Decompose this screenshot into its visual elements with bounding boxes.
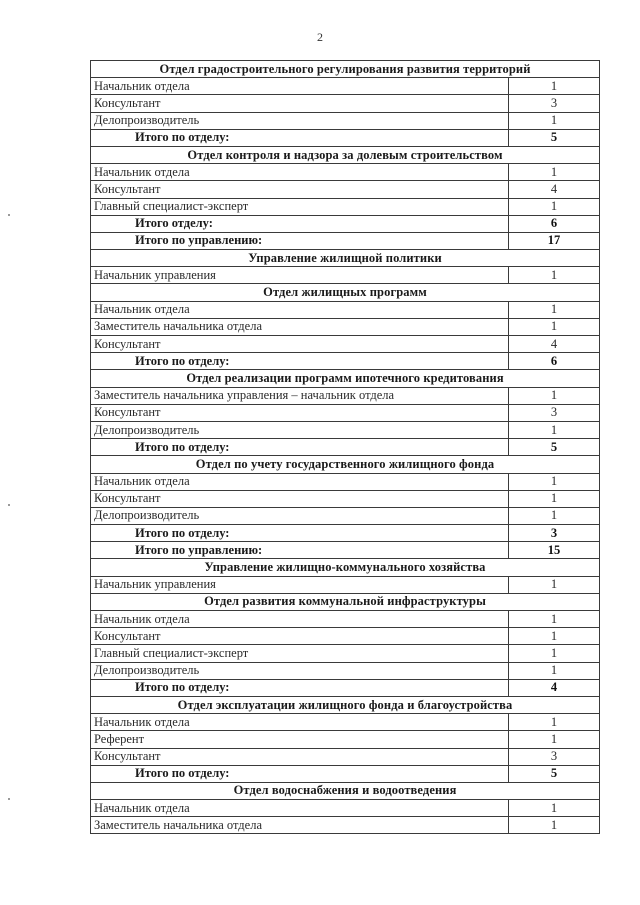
- position-title: Референт: [91, 731, 509, 748]
- position-count: 1: [509, 507, 600, 524]
- position-title: Начальник управления: [91, 576, 509, 593]
- position-title: Заместитель начальника отдела: [91, 318, 509, 335]
- position-count: 1: [509, 112, 600, 129]
- scan-speck: [8, 798, 10, 800]
- total-row: [91, 232, 600, 249]
- total-row: [91, 353, 600, 370]
- section-header-row: [91, 559, 600, 576]
- table-row: [91, 628, 600, 645]
- position-title: Главный специалист-эксперт: [91, 198, 509, 215]
- page-number: 2: [317, 30, 323, 44]
- position-title: Консультант: [91, 95, 509, 112]
- position-count: 1: [509, 78, 600, 95]
- total-count: 17: [509, 232, 600, 249]
- position-count: 1: [509, 267, 600, 284]
- total-label: Итого по отделу:: [91, 525, 509, 542]
- total-label: Итого по управлению:: [91, 542, 509, 559]
- total-count: 5: [509, 765, 600, 782]
- position-count: 1: [509, 198, 600, 215]
- table-row: [91, 404, 600, 421]
- position-title: Делопроизводитель: [91, 662, 509, 679]
- table-row: [91, 112, 600, 129]
- position-count: 1: [509, 473, 600, 490]
- total-row: [91, 439, 600, 456]
- section-title: Отдел жилищных программ: [91, 284, 600, 301]
- position-title: Начальник отдела: [91, 611, 509, 628]
- position-title: Начальник отдела: [91, 800, 509, 817]
- total-row: [91, 129, 600, 146]
- position-title: Заместитель начальника отдела: [91, 817, 509, 834]
- position-title: Консультант: [91, 490, 509, 507]
- table-row: [91, 78, 600, 95]
- position-count: 3: [509, 748, 600, 765]
- section-header-row: [91, 456, 600, 473]
- table-row: [91, 731, 600, 748]
- position-count: 1: [509, 421, 600, 438]
- table-row: [91, 95, 600, 112]
- section-title: Управление жилищной политики: [91, 250, 600, 267]
- table-row: [91, 421, 600, 438]
- position-count: 1: [509, 645, 600, 662]
- table-row: [91, 645, 600, 662]
- total-label: Итого по управлению:: [91, 232, 509, 249]
- position-title: Консультант: [91, 181, 509, 198]
- staffing-table: [90, 60, 600, 834]
- position-title: Начальник отдела: [91, 78, 509, 95]
- total-count: 6: [509, 353, 600, 370]
- position-count: 1: [509, 164, 600, 181]
- table-row: [91, 198, 600, 215]
- position-count: 1: [509, 662, 600, 679]
- position-title: Делопроизводитель: [91, 507, 509, 524]
- table-row: [91, 267, 600, 284]
- table-row: [91, 714, 600, 731]
- table-row: [91, 800, 600, 817]
- position-title: Начальник отдела: [91, 473, 509, 490]
- section-header-row: [91, 696, 600, 713]
- section-header-row: [91, 61, 600, 78]
- position-count: 1: [509, 387, 600, 404]
- position-title: Заместитель начальника управления – начальник отдела: [91, 387, 509, 404]
- scan-speck: [8, 214, 10, 216]
- table-row: [91, 336, 600, 353]
- section-title: Отдел водоснабжения и водоотведения: [91, 782, 600, 799]
- table-row: [91, 507, 600, 524]
- total-row: [91, 679, 600, 696]
- position-count: 4: [509, 181, 600, 198]
- position-count: 1: [509, 490, 600, 507]
- position-title: Начальник управления: [91, 267, 509, 284]
- scan-speck: [8, 504, 10, 506]
- section-header-row: [91, 782, 600, 799]
- total-count: 3: [509, 525, 600, 542]
- table-row: [91, 181, 600, 198]
- table-row: [91, 662, 600, 679]
- position-title: Делопроизводитель: [91, 112, 509, 129]
- position-count: 1: [509, 318, 600, 335]
- section-header-row: [91, 284, 600, 301]
- total-label: Итого по отделу:: [91, 765, 509, 782]
- position-title: Консультант: [91, 336, 509, 353]
- table-row: [91, 387, 600, 404]
- total-label: Итого по отделу:: [91, 353, 509, 370]
- table-row: [91, 473, 600, 490]
- section-title: Отдел по учету государственного жилищного фонда: [91, 456, 600, 473]
- staffing-table-body: [91, 61, 600, 834]
- section-header-row: [91, 250, 600, 267]
- position-count: 1: [509, 817, 600, 834]
- total-row: [91, 542, 600, 559]
- position-title: Начальник отдела: [91, 301, 509, 318]
- position-count: 3: [509, 95, 600, 112]
- total-count: 6: [509, 215, 600, 232]
- position-count: 1: [509, 731, 600, 748]
- section-header-row: [91, 593, 600, 610]
- table-row: [91, 301, 600, 318]
- table-row: [91, 576, 600, 593]
- position-count: 1: [509, 576, 600, 593]
- section-title: Отдел эксплуатации жилищного фонда и благоустройства: [91, 696, 600, 713]
- position-title: Главный специалист-эксперт: [91, 645, 509, 662]
- total-count: 5: [509, 129, 600, 146]
- table-row: [91, 748, 600, 765]
- section-title: Отдел градостроительного регулирования развития территорий: [91, 61, 600, 78]
- total-row: [91, 215, 600, 232]
- position-count: 1: [509, 800, 600, 817]
- position-title: Консультант: [91, 628, 509, 645]
- total-row: [91, 525, 600, 542]
- total-label: Итого по отделу:: [91, 679, 509, 696]
- position-title: Начальник отдела: [91, 164, 509, 181]
- table-row: [91, 611, 600, 628]
- position-count: 3: [509, 404, 600, 421]
- total-count: 5: [509, 439, 600, 456]
- section-title: Управление жилищно-коммунального хозяйства: [91, 559, 600, 576]
- section-title: Отдел развития коммунальной инфраструктуры: [91, 593, 600, 610]
- position-title: Начальник отдела: [91, 714, 509, 731]
- total-row: [91, 765, 600, 782]
- position-title: Консультант: [91, 748, 509, 765]
- position-count: 1: [509, 301, 600, 318]
- table-row: [91, 164, 600, 181]
- total-count: 4: [509, 679, 600, 696]
- position-count: 1: [509, 611, 600, 628]
- section-title: Отдел реализации программ ипотечного кредитования: [91, 370, 600, 387]
- table-row: [91, 817, 600, 834]
- section-title: Отдел контроля и надзора за долевым строительством: [91, 146, 600, 163]
- table-row: [91, 318, 600, 335]
- position-title: Делопроизводитель: [91, 421, 509, 438]
- total-label: Итого отделу:: [91, 215, 509, 232]
- position-count: 1: [509, 714, 600, 731]
- total-label: Итого по отделу:: [91, 439, 509, 456]
- total-count: 15: [509, 542, 600, 559]
- section-header-row: [91, 370, 600, 387]
- position-count: 4: [509, 336, 600, 353]
- table-row: [91, 490, 600, 507]
- section-header-row: [91, 146, 600, 163]
- total-label: Итого по отделу:: [91, 129, 509, 146]
- position-count: 1: [509, 628, 600, 645]
- position-title: Консультант: [91, 404, 509, 421]
